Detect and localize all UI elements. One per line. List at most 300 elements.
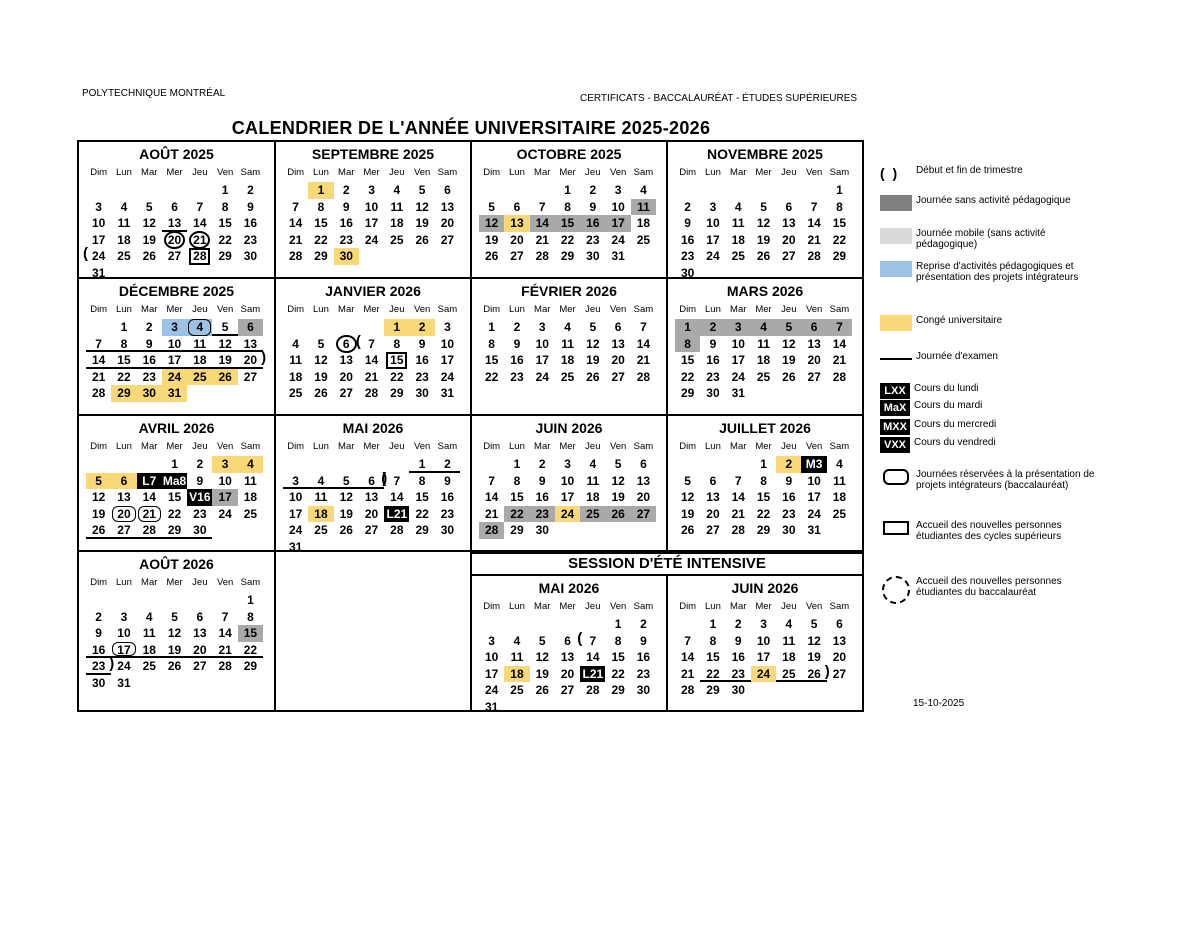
weekday-label: Dim <box>483 601 501 612</box>
weekday-header <box>283 304 460 315</box>
day-cell: 9 <box>538 473 546 488</box>
weekday-label: Jeu <box>192 167 208 178</box>
hexagon-icon <box>880 469 912 485</box>
day-cell: 1 <box>614 617 622 631</box>
day-cell: 13 <box>832 633 847 648</box>
month-title: DÉCEMBRE 2025 <box>118 283 235 299</box>
day-cell: 8 <box>564 199 571 214</box>
day-cell: 4 <box>120 199 128 214</box>
day-cell: 18 <box>243 490 258 505</box>
day-cell: 5 <box>145 199 153 214</box>
days-grid <box>86 182 263 282</box>
weekday-label: Lun <box>509 304 525 315</box>
day-cell: 1 <box>836 183 843 197</box>
empty-day <box>675 616 700 633</box>
day-cell: 29 <box>111 385 136 402</box>
day-cell: 13 <box>162 215 187 232</box>
day-cell: 31 <box>117 675 131 690</box>
day-cell: 30 <box>187 522 212 539</box>
day-cell: ( 24 <box>86 248 111 265</box>
weekday-label: Dim <box>90 577 108 588</box>
empty-day <box>111 456 136 473</box>
day-cell: 17 <box>731 353 745 368</box>
day-cell: 1 <box>760 457 767 471</box>
day-cell: L21 <box>384 506 409 523</box>
day-cell: 28 <box>187 248 212 265</box>
day-cell: 15 <box>384 352 409 369</box>
day-cell: 7 <box>810 199 818 214</box>
weekday-label: Mar <box>730 601 747 612</box>
day-cell: 11 <box>117 216 131 231</box>
month-title: AOÛT 2026 <box>139 556 214 572</box>
day-cell: 28 <box>390 523 404 538</box>
day-cell: 14 <box>832 336 847 351</box>
month-ete-mai-2026 <box>472 576 668 714</box>
day-cell: 6 <box>564 633 571 648</box>
month-octobre-2025 <box>472 142 668 279</box>
day-cell: 9 <box>640 633 647 648</box>
day-cell: 6 <box>640 457 647 471</box>
day-cell: 26 <box>339 523 353 538</box>
weekday-label: Mer <box>755 601 772 612</box>
weekday-header <box>86 441 263 452</box>
weekday-label: Mar <box>730 167 747 178</box>
day-cell: 16 <box>339 216 353 231</box>
day-cell: 30 <box>91 675 106 690</box>
day-cell: 1 <box>247 593 254 607</box>
day-cell: 10 <box>611 199 625 214</box>
weekday-label: Jeu <box>585 441 601 452</box>
day-cell: 15 <box>756 490 771 505</box>
day-cell: 7 <box>827 319 852 336</box>
weekday-label: Lun <box>705 304 721 315</box>
month-ete-juin-2026 <box>668 576 862 710</box>
weekday-label: Sam <box>829 304 850 315</box>
weekday-label: Ven <box>609 304 627 315</box>
day-cell: 10 <box>117 626 131 641</box>
day-cell: 30 <box>440 523 455 538</box>
day-cell: 24 <box>117 659 131 674</box>
day-cell: 1 <box>171 457 178 471</box>
empty-day <box>111 182 136 199</box>
day-cell: 12 <box>535 650 549 665</box>
weekday-label: Sam <box>829 167 850 178</box>
weekday-label: Dim <box>483 304 501 315</box>
day-cell: ( 7 <box>580 633 605 650</box>
rectangle-icon <box>880 520 912 536</box>
empty-day <box>675 456 700 473</box>
empty-day <box>801 182 826 199</box>
day-cell: 17 <box>364 216 379 231</box>
weekday-label: Sam <box>240 441 261 452</box>
empty-day <box>212 592 237 609</box>
day-cell: 20 <box>782 232 796 247</box>
day-cell: 4 <box>589 457 597 471</box>
day-cell: 25 <box>832 506 847 521</box>
underline-icon <box>880 351 912 367</box>
day-cell: 18 <box>308 506 333 523</box>
empty-day <box>283 456 308 473</box>
day-cell: 26 <box>586 369 600 384</box>
weekday-header <box>283 441 460 452</box>
day-cell: 27 <box>364 523 379 538</box>
day-cell: Ma8 <box>162 473 187 488</box>
day-cell: 6 <box>171 199 178 214</box>
day-cell: 11 <box>561 336 574 351</box>
day-cell: 30 <box>334 248 359 265</box>
day-cell: 25 <box>117 249 131 264</box>
days-grid <box>479 616 656 716</box>
day-cell: 5 <box>171 609 178 624</box>
day-cell: 13 <box>504 215 529 232</box>
day-cell: 17 <box>756 650 771 665</box>
day-cell: 5 <box>418 183 426 197</box>
weekday-label: Mer <box>363 441 380 452</box>
day-cell: 2 <box>513 320 521 334</box>
day-cell: 9 <box>444 473 451 488</box>
days-grid <box>479 319 656 385</box>
weekday-label: Sam <box>437 304 458 315</box>
day-cell: 15 <box>111 352 136 369</box>
weekday-label: Mar <box>534 304 551 315</box>
day-cell: ) 23 <box>86 658 111 675</box>
day-cell: 30 <box>586 249 600 264</box>
day-cell: 21 <box>288 232 303 247</box>
blue-swatch-icon <box>880 261 912 277</box>
day-cell: 15 <box>555 215 580 232</box>
day-cell: 28 <box>807 249 821 264</box>
legend-tuesday: MaX Cours du mardi <box>880 400 982 416</box>
weekday-label: Jeu <box>192 304 208 315</box>
day-cell: 2 <box>734 617 742 631</box>
day-cell: 31 <box>807 523 821 538</box>
day-cell: 12 <box>415 199 429 214</box>
empty-day <box>86 592 111 609</box>
weekday-label: Jeu <box>389 167 405 178</box>
day-cell: 29 <box>611 683 625 698</box>
day-cell: 21 <box>680 666 695 681</box>
month-fevrier-2026 <box>472 279 668 416</box>
day-cell: 13 <box>636 473 651 488</box>
month-title: NOVEMBRE 2025 <box>707 146 823 162</box>
day-cell: 8 <box>111 336 136 353</box>
weekday-label: Sam <box>633 601 654 612</box>
weekday-label: Ven <box>216 441 234 452</box>
day-cell: 17 <box>807 490 821 505</box>
weekday-label: Lun <box>116 577 132 588</box>
day-cell: 11 <box>833 473 846 488</box>
weekday-label: Sam <box>240 167 261 178</box>
day-cell: 26 <box>605 506 630 523</box>
day-cell: 17 <box>91 232 106 247</box>
day-cell: 29 <box>680 386 695 401</box>
empty-day <box>726 456 751 473</box>
weekday-label: Mer <box>559 167 576 178</box>
weekday-label: Mar <box>338 441 355 452</box>
day-cell: 30 <box>706 386 720 401</box>
day-cell: 18 <box>756 353 771 368</box>
day-cell: 20 <box>832 650 847 665</box>
day-cell: 5 <box>334 473 359 490</box>
day-cell: 16 <box>680 232 695 247</box>
day-cell: 21 <box>832 353 847 368</box>
day-cell: 25 <box>560 369 575 384</box>
day-cell: 31 <box>731 386 745 401</box>
weekday-label: Lun <box>705 441 721 452</box>
day-cell: 20 <box>111 506 136 523</box>
day-cell: 6 <box>196 609 204 624</box>
weekday-label: Mer <box>559 441 576 452</box>
day-cell: 5 <box>760 199 767 214</box>
empty-day <box>504 616 529 633</box>
day-cell: 19 <box>415 216 429 231</box>
day-cell: 28 <box>535 249 549 264</box>
day-cell: 9 <box>137 336 162 353</box>
day-cell: 21 <box>212 642 237 659</box>
day-cell: L21 <box>580 666 605 683</box>
legend-welcome-bacc: Accueil des nouvelles personnes étudiantes du baccalauréat <box>880 576 1100 602</box>
day-cell: 17 <box>484 666 499 681</box>
day-cell: 16 <box>137 352 162 369</box>
day-cell: 2 <box>409 319 434 336</box>
day-cell: 7 <box>640 320 647 334</box>
day-cell: 22 <box>484 369 499 384</box>
day-cell: 22 <box>560 232 575 247</box>
weekday-label: Mer <box>755 441 772 452</box>
weekday-label: Dim <box>483 167 501 178</box>
legend-resumption: Reprise d'activités pédagogiques et présentation des projets intégrateurs <box>880 261 1110 283</box>
day-cell: 11 <box>510 650 524 665</box>
month-juillet-2026 <box>668 416 862 552</box>
programs-line: CERTIFICATS - BACCALAURÉAT - ÉTUDES SUPÉRIEURES <box>580 93 858 104</box>
days-grid <box>675 319 852 402</box>
weekday-label: Mar <box>730 441 747 452</box>
day-cell: 21 <box>535 232 549 247</box>
day-cell: 23 <box>510 369 524 384</box>
day-cell: 13 <box>117 490 131 505</box>
weekday-label: Lun <box>313 441 329 452</box>
dark-gray-swatch-icon <box>880 195 912 211</box>
day-cell: 17 <box>162 352 187 369</box>
day-cell: 19 <box>782 353 796 368</box>
legend-monday: LXX Cours du lundi <box>880 383 978 399</box>
day-cell: 25 <box>510 683 524 698</box>
day-cell: 2 <box>640 617 647 631</box>
day-cell: 4 <box>564 320 571 334</box>
parentheses-icon: ( ) <box>880 165 898 181</box>
day-cell: 9 <box>196 473 204 488</box>
month-title: MAI 2026 <box>342 420 404 436</box>
weekday-label: Ven <box>805 167 823 178</box>
weekday-label: Sam <box>829 441 850 452</box>
day-cell: 25 <box>776 666 801 683</box>
day-cell: 3 <box>538 320 546 334</box>
day-cell: 22 <box>238 642 263 659</box>
day-cell: 10 <box>807 473 821 488</box>
weekday-label: Ven <box>413 441 431 452</box>
day-cell: 29 <box>706 683 720 698</box>
day-cell: 4 <box>640 183 647 197</box>
day-cell: 18 <box>782 650 796 665</box>
day-cell: 9 <box>247 199 254 214</box>
day-cell: 19 <box>586 353 600 368</box>
day-cell: 19 <box>314 369 328 384</box>
day-cell: 8 <box>675 336 700 353</box>
weekday-label: Mer <box>755 304 772 315</box>
days-grid <box>283 319 460 402</box>
day-cell: 18 <box>390 216 404 231</box>
day-cell: 18 <box>636 216 651 231</box>
month-title: FÉVRIER 2026 <box>521 283 617 299</box>
day-cell: 2 <box>95 609 102 624</box>
empty-day <box>86 319 111 336</box>
day-cell: 14 <box>218 626 232 641</box>
day-cell: 8 <box>614 633 622 648</box>
summer-session-banner: SESSION D'ÉTÉ INTENSIVE <box>472 552 862 576</box>
day-cell: 4 <box>785 617 793 631</box>
day-cell: 4 <box>145 609 153 624</box>
day-cell: 12 <box>479 215 504 232</box>
empty-day <box>530 182 555 199</box>
weekday-label: Ven <box>805 601 823 612</box>
day-cell: 12 <box>680 490 695 505</box>
day-cell: 22 <box>832 232 847 247</box>
weekday-header <box>675 167 852 178</box>
day-cell: 23 <box>193 506 207 521</box>
day-cell: 12 <box>586 336 600 351</box>
day-cell: 25 <box>756 369 771 384</box>
month-juin-2026 <box>472 416 668 552</box>
weekday-label: Sam <box>437 167 458 178</box>
day-cell: 23 <box>339 232 353 247</box>
empty-day <box>86 182 111 199</box>
empty-day <box>334 456 359 473</box>
month-title: JUIN 2026 <box>535 420 603 436</box>
weekday-header <box>86 304 263 315</box>
day-cell: 28 <box>731 523 745 538</box>
day-cell: 27 <box>111 522 136 539</box>
day-cell: 1 <box>221 183 229 197</box>
day-cell: 19 <box>535 666 549 681</box>
day-cell: 27 <box>706 523 720 538</box>
day-cell: 13 <box>560 650 575 665</box>
weekday-label: Mar <box>141 304 158 315</box>
day-cell: 12 <box>807 633 821 648</box>
day-cell: 2 <box>196 457 204 471</box>
day-cell: 16 <box>636 650 651 665</box>
day-cell: 21 <box>484 506 499 521</box>
day-cell: 4 <box>393 183 401 197</box>
day-cell: 14 <box>364 353 379 368</box>
month-title: MAI 2026 <box>538 580 600 596</box>
weekday-label: Sam <box>240 577 261 588</box>
day-cell: 4 <box>238 456 263 473</box>
day-cell: 4 <box>292 336 299 351</box>
day-cell: 30 <box>415 386 429 401</box>
day-cell: 26 <box>756 249 771 264</box>
weekday-label: Dim <box>287 167 305 178</box>
day-cell: 27 <box>560 683 575 698</box>
weekday-header <box>86 167 263 178</box>
day-cell: 17 <box>111 642 136 659</box>
weekday-label: Ven <box>216 304 234 315</box>
legend-mobile-day: Journée mobile (sans activité pédagogique) <box>880 228 1090 250</box>
day-cell: 22 <box>218 232 232 247</box>
day-cell: 9 <box>684 216 691 231</box>
day-cell: 5 <box>212 319 237 336</box>
day-cell: 5 <box>317 336 325 351</box>
day-cell: 22 <box>700 666 725 683</box>
day-cell: 29 <box>560 249 575 264</box>
empty-day <box>162 592 187 609</box>
weekday-label: Lun <box>509 167 525 178</box>
day-cell: 5 <box>810 617 818 631</box>
weekday-label: Lun <box>313 167 329 178</box>
day-cell: 4 <box>751 319 776 336</box>
weekday-label: Jeu <box>389 304 405 315</box>
day-cell: 22 <box>415 506 429 521</box>
weekday-label: Ven <box>413 167 431 178</box>
empty-day <box>580 616 605 633</box>
month-janvier-2026 <box>276 279 472 416</box>
day-cell: 20 <box>706 506 720 521</box>
day-cell: 9 <box>342 199 350 214</box>
day-cell: 3 <box>444 320 451 334</box>
day-cell: 20 <box>339 369 353 384</box>
day-cell: 25 <box>288 386 303 401</box>
weekday-label: Jeu <box>389 441 405 452</box>
weekday-label: Mer <box>363 167 380 178</box>
day-cell: 18 <box>187 352 212 369</box>
day-cell: 7 <box>684 633 691 648</box>
day-cell: 12 <box>756 216 771 231</box>
day-cell: 11 <box>757 336 770 351</box>
day-cell: 24 <box>162 369 187 386</box>
days-grid <box>675 182 852 282</box>
day-cell: 7 <box>538 199 546 214</box>
day-cell: 17 <box>605 215 630 232</box>
weekday-label: Jeu <box>781 601 797 612</box>
day-cell: 8 <box>317 199 325 214</box>
legend-friday: VXX Cours du vendredi <box>880 437 996 453</box>
weekday-header <box>675 304 852 315</box>
day-cell: 8 <box>221 199 229 214</box>
calendar-grid <box>77 140 864 712</box>
day-cell: 15 <box>238 625 263 642</box>
day-cell: 19 <box>91 506 106 521</box>
day-cell: 30 <box>782 523 796 538</box>
empty-day <box>308 456 333 473</box>
day-cell: 25 <box>314 523 328 538</box>
month-decembre-2025 <box>79 279 276 416</box>
day-cell: 3 <box>162 319 187 336</box>
day-cell: 11 <box>142 626 156 641</box>
day-cell: 23 <box>440 506 455 521</box>
day-cell: 11 <box>244 473 257 488</box>
weekday-label: Mar <box>730 304 747 315</box>
day-cell: 18 <box>288 369 303 384</box>
day-cell: 21 <box>137 506 162 523</box>
days-grid <box>675 616 852 699</box>
days-grid <box>86 456 263 539</box>
day-cell: 24 <box>218 506 232 521</box>
weekday-label: Lun <box>705 601 721 612</box>
day-cell: 14 <box>86 352 111 369</box>
day-cell: 11 <box>390 199 404 214</box>
day-cell: 8 <box>247 609 254 624</box>
day-cell: 23 <box>415 369 429 384</box>
day-cell: 9 <box>734 633 742 648</box>
